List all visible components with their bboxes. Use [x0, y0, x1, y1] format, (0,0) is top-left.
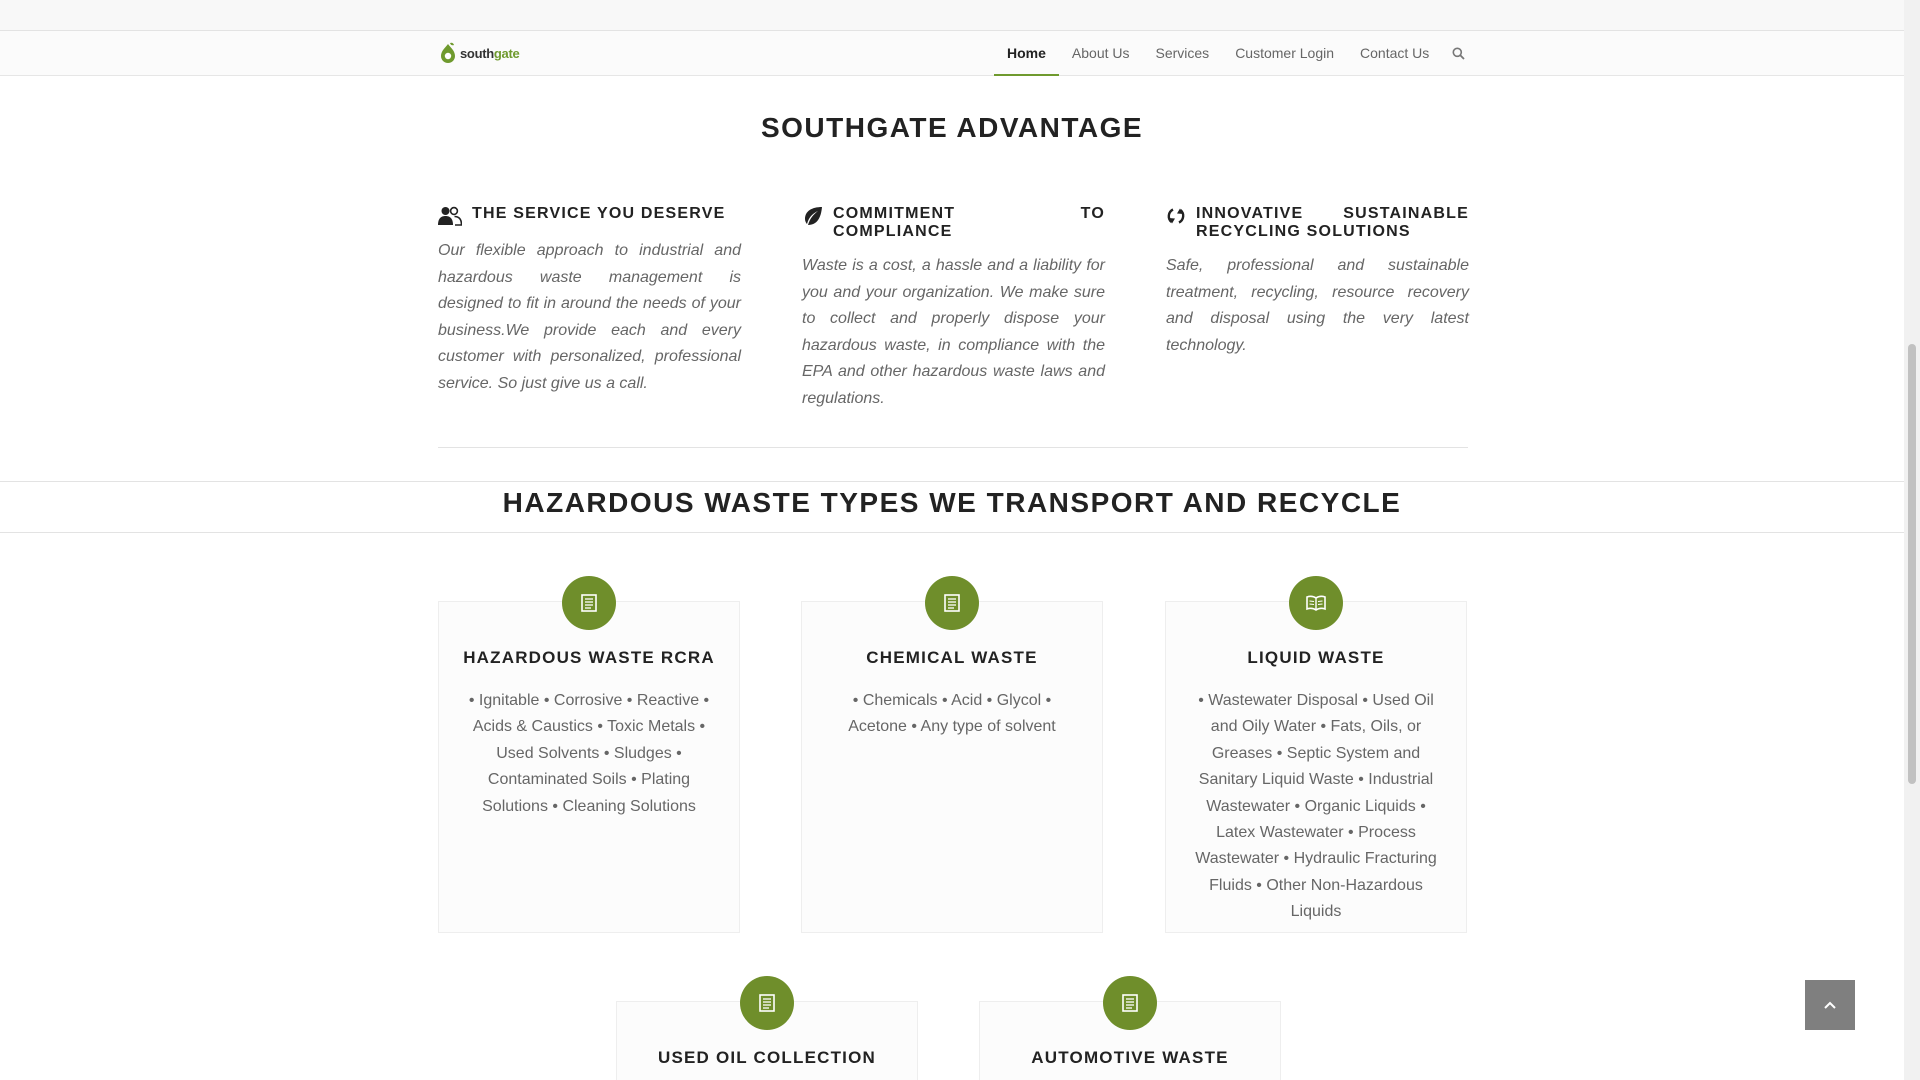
advantage-title: SOUTHGATE ADVANTAGE — [760, 112, 1144, 143]
leaf-icon — [802, 206, 823, 226]
advantage-item-title: THE SERVICE YOU DESERVE — [472, 205, 726, 222]
card-text: • Ignitable • Corrosive • Reactive • Acids & Caustics • Toxic Metals • Used Solvents • Sludges • Contaminated Soils • Plating Solutions • Cleaning Solutions — [468, 692, 710, 815]
nav-services[interactable]: Services — [1155, 45, 1210, 61]
search-icon — [1452, 47, 1465, 60]
card-text: • Wastewater Disposal • Used Oil and Oily Water • Fats, Oils, or Greases • Septic System and Sanitary Liquid Waste • Industrial Wastewater • Organic Liquids • Latex Wastewater • Process Wastewater • Hydraulic Fracturing Fluids • Other Non-Hazardous Liquids — [1195, 692, 1437, 921]
card-title: LIQUID WASTE — [1247, 648, 1385, 667]
waste-types-title: HAZARDOUS WASTE TYPES WE TRANSPORT AND RECYCLE — [502, 487, 1402, 518]
chevron-up-icon — [1824, 1001, 1836, 1009]
document-icon — [944, 594, 960, 612]
card-icon-circle — [562, 576, 616, 630]
card-icon-circle — [740, 976, 794, 1030]
nav-about-us[interactable]: About Us — [1071, 45, 1130, 61]
advantage-item-text: Safe, professional and sustainable treatment, recycling, resource recovery and disposal using the very latest technology. — [1166, 257, 1469, 354]
logo-drop-icon — [438, 41, 458, 65]
site-header — [0, 31, 1904, 76]
document-icon — [759, 994, 775, 1012]
card-icon-circle — [925, 576, 979, 630]
card-title: HAZARDOUS WASTE RCRA — [463, 648, 715, 667]
search-button[interactable] — [1450, 31, 1466, 75]
document-icon — [1122, 994, 1138, 1012]
scroll-to-top-button[interactable] — [1805, 980, 1855, 1030]
nav-home[interactable]: Home — [994, 31, 1059, 75]
waste-card-automotive — [979, 1001, 1281, 1080]
advantage-item-text: Waste is a cost, a hassle and a liability for you and your organization. We make sure to collect and properly dispose your hazardous waste, in compliance with the EPA and other hazardous waste laws and regulations. — [802, 257, 1105, 407]
nav-contact-us[interactable]: Contact Us — [1360, 45, 1430, 61]
recycle-icon — [1166, 206, 1186, 226]
top-strip — [0, 0, 1904, 31]
page-scrollbar[interactable] — [1904, 0, 1920, 1080]
scrollbar-thumb[interactable] — [1908, 344, 1916, 784]
users-icon — [438, 206, 462, 226]
advantage-item-text: Our flexible approach to industrial and hazardous waste management is designed to fit in around the needs of your business.We provide each and every customer with personalized, professional service. So just give us a call. — [438, 242, 741, 392]
advantage-item-title: COMMITMENT TO COMPLIANCE — [833, 205, 1105, 240]
card-title: USED OIL COLLECTION — [658, 1048, 876, 1067]
section-divider — [438, 447, 1468, 448]
card-title: CHEMICAL WASTE — [866, 648, 1038, 667]
site-logo[interactable] — [438, 38, 519, 68]
waste-card-liquid — [1165, 601, 1467, 933]
waste-card-chemical — [801, 601, 1103, 933]
waste-card-hazardous-rcra — [438, 601, 740, 933]
card-title: AUTOMOTIVE WASTE — [1031, 1048, 1229, 1067]
open-book-icon — [1306, 595, 1326, 611]
advantage-item-title: INNOVATIVE SUSTAINABLE RECYCLING SOLUTIONS — [1196, 205, 1469, 240]
main-nav — [994, 31, 1466, 75]
advantage-item-compliance — [802, 205, 1105, 412]
card-icon-circle — [1289, 576, 1343, 630]
card-icon-circle — [1103, 976, 1157, 1030]
document-icon — [581, 594, 597, 612]
advantage-item-recycling — [1166, 205, 1469, 359]
advantage-item-service — [438, 205, 741, 397]
waste-card-used-oil — [616, 1001, 918, 1080]
nav-customer-login[interactable]: Customer Login — [1235, 45, 1335, 61]
logo-text: southgate — [460, 45, 520, 61]
card-text: • Chemicals • Acid • Glycol • Acetone • Any type of solvent — [848, 692, 1056, 736]
